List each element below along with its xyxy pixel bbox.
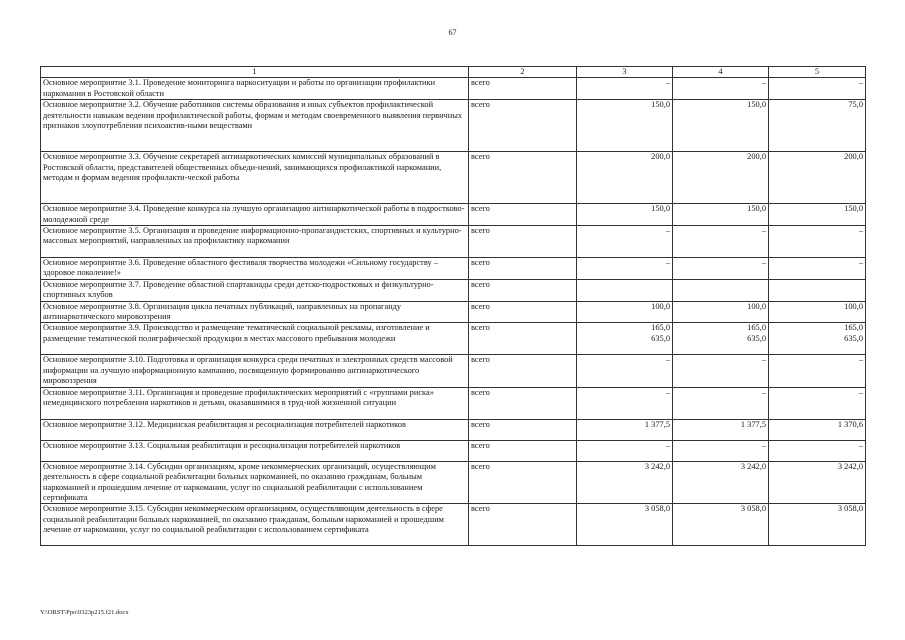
- funding-type: всего: [469, 440, 577, 461]
- value-cell-v5: [769, 387, 866, 419]
- activity-description: Основное мероприятие 3.11. Организация и проведение профилактических мероприятий с «группами риска» немедицинского потребления наркотиков и детьми, оказавшимися в труд-ной жизненной ситуации: [41, 387, 469, 419]
- value-line: 635,0: [844, 333, 863, 343]
- value-cell-v5: [769, 301, 866, 323]
- value-cell-v3: [577, 258, 673, 280]
- funding-type: всего: [469, 204, 577, 226]
- activity-description: Основное мероприятие 3.9. Производство и размещение тематической социальной рекламы, изготовление и размещение тематической полиграфической продукции в местах массового пребывания молодежи: [41, 323, 469, 355]
- table-row: [41, 440, 866, 461]
- table-row: [41, 152, 866, 204]
- value-line: 3 242,0: [837, 461, 863, 471]
- value-cell-v3: [577, 323, 673, 355]
- value-line: 165,0: [844, 323, 863, 333]
- value-line: 635,0: [651, 333, 670, 343]
- value-line: –: [858, 355, 863, 365]
- value-cell-v5: [769, 355, 866, 387]
- program-table: [40, 66, 866, 546]
- activity-description: Основное мероприятие 3.7. Проведение областной спартакиады среди детско-подростковых и физкультурно-спортивных клубов: [41, 279, 469, 301]
- table-row: [41, 355, 866, 387]
- activity-description: Основное мероприятие 3.4. Проведение конкурса на лучшую организацию антинаркотической работы в подростково-молодежной среде: [41, 204, 469, 226]
- value-line: 150,0: [651, 204, 670, 214]
- value-cell-v3: [577, 387, 673, 419]
- value-line: –: [858, 440, 863, 450]
- funding-type: всего: [469, 226, 577, 258]
- value-cell-v3: [577, 226, 673, 258]
- value-cell-v3: [577, 419, 673, 440]
- value-line: 3 058,0: [740, 504, 766, 514]
- value-cell-v4: [673, 461, 769, 504]
- value-line: 150,0: [747, 204, 766, 214]
- value-cell-v4: [673, 226, 769, 258]
- value-line: –: [665, 355, 670, 365]
- activity-description: Основное мероприятие 3.14. Субсидии организациям, кроме некоммерческих организаций, осуществляющим деятельность в сфере социальной реабилитации больных наркоманией, по оказанию гражданам, больным наркоманией и прошедшим лечение от наркомании, услуг по социальной реабилитации с использованием сертификата: [41, 461, 469, 504]
- value-cell-v3: [577, 279, 673, 301]
- value-cell-v4: [673, 355, 769, 387]
- table-row: [41, 258, 866, 280]
- value-cell-v4: [673, 440, 769, 461]
- value-line: –: [665, 78, 670, 88]
- value-cell-v3: [577, 504, 673, 546]
- value-cell-v3: [577, 440, 673, 461]
- value-line: 165,0: [747, 323, 766, 333]
- value-cell-v5: [769, 323, 866, 355]
- table-row: [41, 204, 866, 226]
- table-row: [41, 279, 866, 301]
- value-line: –: [761, 387, 766, 397]
- value-cell-v3: [577, 461, 673, 504]
- header-col-5: 5: [769, 67, 866, 78]
- activity-description: Основное мероприятие 3.13. Социальная реабилитация и ресоциализация потребителей наркотиков: [41, 440, 469, 461]
- value-cell-v5: [769, 440, 866, 461]
- funding-type: всего: [469, 301, 577, 323]
- value-cell-v3: [577, 152, 673, 204]
- value-cell-v5: [769, 461, 866, 504]
- page-number: 67: [448, 28, 457, 37]
- value-line: –: [761, 78, 766, 88]
- value-line: –: [665, 226, 670, 236]
- value-line: –: [761, 226, 766, 236]
- value-line: 100,0: [747, 301, 766, 311]
- value-line: 165,0: [651, 323, 670, 333]
- activity-description: Основное мероприятие 3.6. Проведение областного фестиваля творчества молодежи «Сильному государству – здоровое поколение!»: [41, 258, 469, 280]
- value-line: 635,0: [747, 333, 766, 343]
- value-cell-v5: [769, 504, 866, 546]
- funding-type: всего: [469, 461, 577, 504]
- funding-type: всего: [469, 279, 577, 301]
- activity-description: Основное мероприятие 3.15. Субсидии некоммерческим организациям, осуществляющим деятельность в сфере социальной реабилитации больных наркоманией, по оказанию гражданам, больным наркоманией и прошедшим лечение от наркомании, услуг по социальной реабилитации с использованием сертификата: [41, 504, 469, 546]
- value-cell-v3: [577, 100, 673, 152]
- value-line: 3 058,0: [644, 504, 670, 514]
- value-cell-v5: [769, 152, 866, 204]
- value-line: 200,0: [651, 152, 670, 162]
- value-cell-v3: [577, 78, 673, 100]
- value-line: –: [761, 440, 766, 450]
- value-cell-v3: [577, 355, 673, 387]
- value-line: 1 377,5: [644, 419, 670, 429]
- value-line: –: [858, 387, 863, 397]
- header-col-1: 1: [41, 67, 469, 78]
- header-col-4: 4: [673, 67, 769, 78]
- value-cell-v4: [673, 301, 769, 323]
- value-cell-v5: [769, 419, 866, 440]
- activity-description: Основное мероприятие 3.5. Организация и проведение информационно-пропагандистских, спортивных и культурно-массовых мероприятий, направленных на профилактику наркомании: [41, 226, 469, 258]
- value-line: 150,0: [747, 100, 766, 110]
- value-cell-v5: [769, 100, 866, 152]
- table-row: [41, 461, 866, 504]
- value-line: –: [858, 226, 863, 236]
- value-line: 3 242,0: [740, 461, 766, 471]
- funding-type: всего: [469, 387, 577, 419]
- value-line: 100,0: [844, 301, 863, 311]
- value-cell-v3: [577, 301, 673, 323]
- funding-type: всего: [469, 100, 577, 152]
- activity-description: Основное мероприятие 3.10. Подготовка и организация конкурса среди печатных и электронных средств массовой информации на лучшую информационную кампанию, посвященную формированию антинаркотического мировоззрения: [41, 355, 469, 387]
- header-col-3: 3: [577, 67, 673, 78]
- value-cell-v3: [577, 204, 673, 226]
- value-line: 3 242,0: [644, 461, 670, 471]
- file-path-footer: Y:\ORST\Ppo\0323p215.f21.docx: [40, 609, 129, 616]
- value-cell-v5: [769, 204, 866, 226]
- value-cell-v4: [673, 152, 769, 204]
- value-line: 75,0: [848, 100, 863, 110]
- value-cell-v5: [769, 78, 866, 100]
- value-line: 100,0: [651, 301, 670, 311]
- value-line: 1 377,5: [740, 419, 766, 429]
- value-line: 1 370,6: [837, 419, 863, 429]
- funding-type: всего: [469, 355, 577, 387]
- table-row: [41, 78, 866, 100]
- value-line: –: [761, 355, 766, 365]
- value-line: 3 058,0: [837, 504, 863, 514]
- value-cell-v4: [673, 100, 769, 152]
- funding-type: всего: [469, 152, 577, 204]
- activity-description: Основное мероприятие 3.12. Медицинская реабилитация и ресоциализация потребителей наркотиков: [41, 419, 469, 440]
- value-line: –: [858, 258, 863, 268]
- activity-description: Основное мероприятие 3.1. Проведение мониторинга наркоситуации и работы по организации профилактики наркомании в Ростовской области: [41, 78, 469, 100]
- value-line: 150,0: [651, 100, 670, 110]
- value-line: –: [665, 387, 670, 397]
- funding-type: всего: [469, 78, 577, 100]
- table-row: [41, 226, 866, 258]
- value-line: –: [858, 78, 863, 88]
- activity-description: Основное мероприятие 3.8. Организация цикла печатных публикаций, направленных на пропаганду антинаркотического мировоззрения: [41, 301, 469, 323]
- value-line: 200,0: [747, 152, 766, 162]
- value-cell-v4: [673, 323, 769, 355]
- table-row: [41, 504, 866, 546]
- funding-type: всего: [469, 419, 577, 440]
- activity-description: Основное мероприятие 3.3. Обучение секретарей антинаркотических комиссий муниципальных образований в Ростовской области, представителей общественных объеди-нений, занимающихся профилактикой наркомании, методам и формам ведения профилакти-ческой работы: [41, 152, 469, 204]
- value-cell-v4: [673, 504, 769, 546]
- activity-description: Основное мероприятие 3.2. Обучение работников системы образования и иных субъектов профилактической деятельности навыкам ведения профилактической работы, формам и методам своевременного выявления первичных признаков злоупотребления психоактив-ными веществами: [41, 100, 469, 152]
- value-cell-v4: [673, 279, 769, 301]
- value-line: 150,0: [844, 204, 863, 214]
- value-cell-v4: [673, 78, 769, 100]
- value-cell-v5: [769, 226, 866, 258]
- table-row: [41, 100, 866, 152]
- header-row: [41, 67, 866, 78]
- value-cell-v4: [673, 419, 769, 440]
- funding-type: всего: [469, 258, 577, 280]
- table-row: [41, 301, 866, 323]
- value-line: –: [665, 258, 670, 268]
- value-cell-v5: [769, 258, 866, 280]
- value-line: 200,0: [844, 152, 863, 162]
- table-row: [41, 387, 866, 419]
- funding-type: всего: [469, 323, 577, 355]
- value-cell-v5: [769, 279, 866, 301]
- table-row: [41, 323, 866, 355]
- value-line: –: [665, 440, 670, 450]
- value-cell-v4: [673, 387, 769, 419]
- value-cell-v4: [673, 204, 769, 226]
- header-col-2: 2: [469, 67, 577, 78]
- funding-type: всего: [469, 504, 577, 546]
- table-row: [41, 419, 866, 440]
- value-line: –: [761, 258, 766, 268]
- value-cell-v4: [673, 258, 769, 280]
